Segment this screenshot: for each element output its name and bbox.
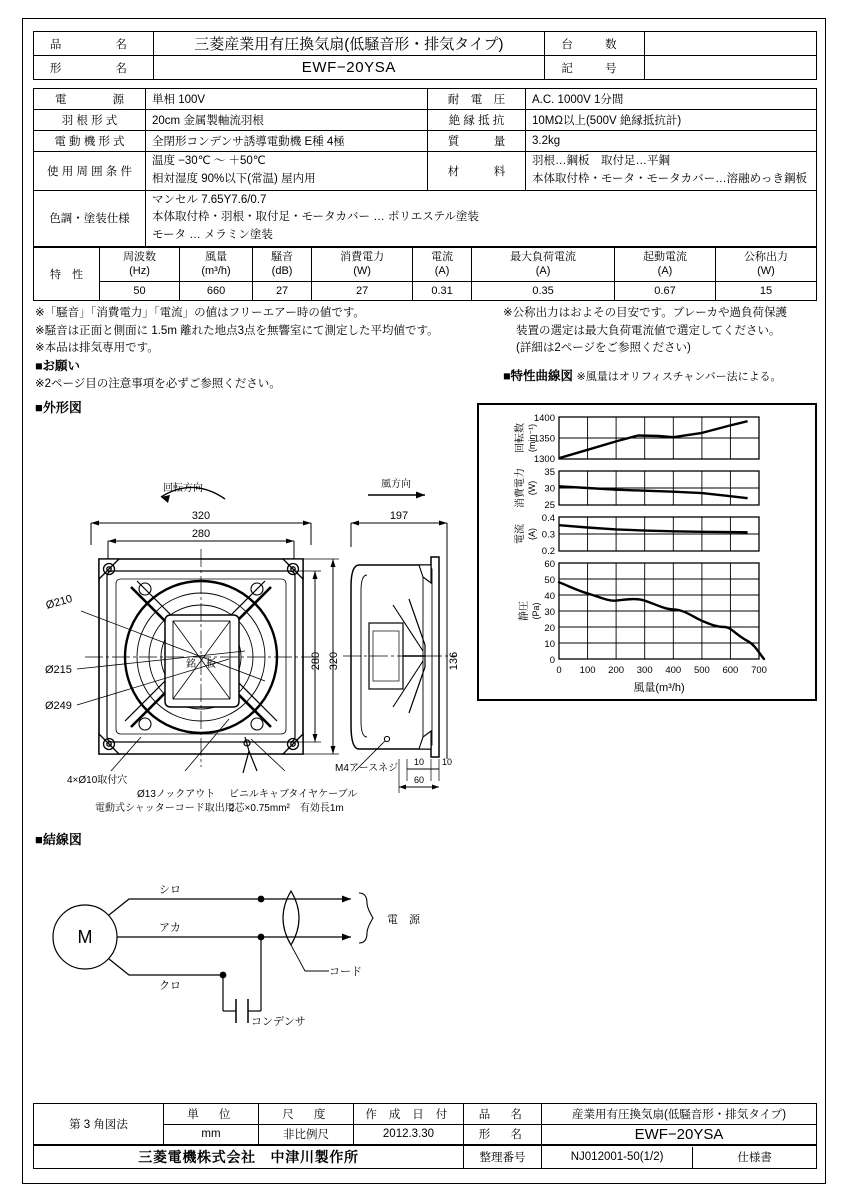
- curve-chart-svg: [479, 405, 815, 699]
- table-row: [34, 56, 817, 80]
- dim-280-right: 280: [310, 651, 322, 671]
- spec-label-blade-type: 羽 根 形 式: [34, 110, 146, 131]
- col-unit: (W): [353, 264, 371, 277]
- dim-dia-249: Ø249: [45, 700, 72, 713]
- symbol-value: [644, 56, 816, 80]
- ylabel-power: 消費電力: [515, 468, 526, 508]
- chart-xaxis-ticks: [556, 665, 767, 676]
- product-name-label: 品 名: [34, 32, 154, 56]
- table-row: [34, 152, 817, 191]
- air-arrow-head: [416, 492, 425, 499]
- dim-60: 60: [413, 775, 425, 786]
- cord-leader: [291, 945, 329, 971]
- table-row: [34, 190, 817, 246]
- svg-text:200: 200: [608, 665, 625, 676]
- col-header-power-consumption: [312, 248, 413, 282]
- scale-label: 尺 度: [259, 1103, 354, 1124]
- performance-row-label: 特 性: [34, 248, 100, 301]
- label-motor: M: [77, 927, 93, 948]
- chart-xlabel: 風量(m³/h): [633, 682, 685, 694]
- svg-text:20: 20: [544, 623, 555, 634]
- title-block: [33, 1103, 817, 1170]
- annotation-knockout-1: Ø13ノックアウト: [137, 789, 216, 801]
- junction-dot-red: [258, 934, 265, 941]
- dim-10-a: 10: [413, 757, 425, 768]
- note-nominal-output-1: ※公称出力はおよその目安です。ブレーカや過負荷保護: [503, 307, 788, 320]
- spec-value-material: [526, 152, 817, 191]
- yunit-power: (W): [527, 480, 537, 496]
- spec-value-power-source: 単相 100V: [146, 89, 428, 110]
- side-body-cover: [351, 565, 359, 749]
- svg-text:60: 60: [544, 559, 555, 570]
- cell-noise: 27: [253, 282, 312, 301]
- svg-text:0.2: 0.2: [541, 546, 555, 557]
- col-header-frequency: [100, 248, 180, 282]
- chart-panel-power: [513, 467, 759, 511]
- characteristic-curve-chart: [477, 403, 817, 701]
- performance-table: [33, 247, 817, 301]
- request-heading: ■お願い: [35, 359, 81, 374]
- wiring-diagram-svg: [33, 853, 477, 1033]
- outline-heading: ■外形図: [35, 400, 82, 416]
- projection-method: 第 3 角図法: [34, 1103, 164, 1145]
- note-noise-measurement: ※騒音は正面と側面に 1.5m 離れた地点3点を無響室にて測定した平均値です。: [35, 324, 439, 337]
- label-wire-black: クロ: [159, 980, 181, 993]
- label-cord: コード: [329, 966, 362, 979]
- unit-value: mm: [164, 1124, 259, 1145]
- title-block-table: [33, 1103, 817, 1170]
- spec-label-insulation-resistance: 絶 縁 抵 抗: [428, 110, 526, 131]
- svg-text:600: 600: [722, 665, 739, 676]
- ambient-temperature: 温度 −30℃ ～ ＋50℃: [152, 155, 266, 167]
- scale-value: 非比例尺: [259, 1124, 354, 1145]
- label-capacitor: コンデンサ: [251, 1016, 306, 1029]
- footer-model-value: EWF−20YSA: [542, 1124, 817, 1145]
- junction-dot-black: [220, 972, 227, 979]
- table-row: [34, 282, 817, 301]
- chart-panel-current: [513, 513, 759, 557]
- outline-drawing-svg: [33, 419, 477, 849]
- table-row: [34, 131, 817, 152]
- unit-label: 単 位: [164, 1103, 259, 1124]
- spec-label-power-source: 電 源: [34, 89, 146, 110]
- footer-name-label: 品 名: [464, 1103, 542, 1124]
- dim-320-right: 320: [328, 651, 340, 671]
- svg-text:500: 500: [693, 665, 710, 676]
- wire-white-path: [109, 899, 261, 915]
- svg-text:10: 10: [544, 639, 555, 650]
- document-number-cell: [542, 1145, 817, 1169]
- col-header-starting-current: [615, 248, 716, 282]
- dim-280-top: 280: [191, 528, 211, 541]
- svg-text:35: 35: [544, 467, 555, 478]
- notes-left: [35, 305, 465, 394]
- ylabel-static-pressure: 静圧: [519, 601, 530, 621]
- annotation-mounting-holes: 4×Ø10取付穴: [67, 775, 128, 787]
- col-name: 電流: [431, 250, 454, 263]
- col-unit: (W): [757, 264, 775, 277]
- label-rotation-direction: 回転方向: [163, 483, 203, 495]
- spec-label-motor-type: 電 動 機 形 式: [34, 131, 146, 152]
- col-header-nominal-output: [715, 248, 816, 282]
- table-row: [34, 1103, 817, 1124]
- annotation-cable-2: 2芯×0.75mm² 有効長1m: [229, 803, 344, 815]
- col-name: 周波数: [123, 250, 156, 263]
- svg-text:30: 30: [544, 607, 555, 618]
- col-unit: (m³/h): [201, 264, 231, 277]
- col-unit: (A): [657, 264, 673, 277]
- col-header-noise: [253, 248, 312, 282]
- document-type: 仕様書: [737, 1152, 772, 1164]
- yunit-current: (A): [527, 528, 537, 540]
- col-name: 風量: [205, 250, 228, 263]
- label-wire-red: アカ: [159, 922, 181, 935]
- cell-nominal-output: 15: [715, 282, 816, 301]
- product-name-value: 三菱産業用有圧換気扇(低騒音形・排気タイプ): [154, 32, 544, 56]
- date-label: 作 成 日 付: [354, 1103, 464, 1124]
- ylabel-rotation: 回転数: [515, 423, 526, 453]
- col-unit: (A): [535, 264, 551, 277]
- material-blade: 羽根…鋼板 取付足…平鋼: [532, 155, 670, 167]
- datasheet-page: [22, 18, 826, 1184]
- label-power-source: 電 源: [387, 914, 420, 927]
- spec-value-ambient-conditions: [146, 152, 428, 191]
- chart-panel-rotation: [513, 413, 759, 465]
- label-nameplate: 銘 板: [186, 659, 216, 671]
- specification-table: [33, 88, 817, 247]
- wiring-diagram-section: [33, 829, 817, 1029]
- cell-frequency: 50: [100, 282, 180, 301]
- yunit-static-pressure: (Pa): [531, 602, 541, 620]
- spec-value-motor-type: 全閉形コンデンサ誘導電動機 E種 4極: [146, 131, 428, 152]
- coating-polyester: 本体取付枠・羽根・取付足・モータカバー … ポリエステル塗装: [152, 211, 479, 224]
- svg-text:0.4: 0.4: [541, 513, 555, 524]
- company-name: 三菱電機株式会社 中津川製作所: [34, 1145, 464, 1169]
- col-header-current: [413, 248, 472, 282]
- chart-panel-static-pressure: [517, 559, 764, 666]
- date-value: 2012.3.30: [354, 1124, 464, 1145]
- col-header-max-load-current: [472, 248, 615, 282]
- note-nominal-output-2: 装置の選定は最大負荷電流値で選定してください。: [516, 324, 781, 337]
- spec-label-material: 材 料: [428, 152, 526, 191]
- leader-cable: [251, 739, 285, 771]
- curve-chart-heading: [503, 367, 823, 386]
- spec-label-color-coating: 色調・塗装仕様: [34, 190, 146, 246]
- footer-model-label: 形 名: [464, 1124, 542, 1145]
- annotation-knockout-2: 電動式シャッターコード取出用: [95, 803, 235, 815]
- dim-320-top: 320: [191, 510, 211, 523]
- label-air-direction: 風方向: [381, 479, 411, 491]
- curve-heading-text: ■特性曲線図: [503, 369, 574, 384]
- dim-dia-210: Ø210: [44, 592, 74, 612]
- yunit-rotation: (min⁻¹): [527, 423, 537, 453]
- cell-power-consumption: 27: [312, 282, 413, 301]
- svg-text:1400: 1400: [533, 413, 555, 424]
- svg-text:0: 0: [556, 665, 562, 676]
- table-row: [34, 1145, 817, 1169]
- document-number-value: NJ012001-50(1/2): [542, 1147, 693, 1168]
- svg-text:400: 400: [665, 665, 682, 676]
- note-free-air: ※「騒音」「消費電力」「電流」の値はフリーエアー時の値です。: [35, 307, 365, 320]
- model-name-value: EWF−20YSA: [154, 56, 544, 80]
- col-header-airflow: [180, 248, 253, 282]
- svg-text:100: 100: [579, 665, 596, 676]
- spec-value-insulation-resistance: 10MΩ以上(500V 絶縁抵抗計): [526, 110, 817, 131]
- coating-munsell: マンセル 7.65Y7.6/0.7: [152, 193, 267, 206]
- svg-text:300: 300: [636, 665, 653, 676]
- col-name: 消費電力: [340, 250, 385, 263]
- wire-black-path: [109, 959, 223, 975]
- table-row: [34, 32, 817, 56]
- model-name-label: 形 名: [34, 56, 154, 80]
- spec-value-withstand-voltage: A.C. 1000V 1分間: [526, 89, 817, 110]
- symbol-label: 記 号: [544, 56, 644, 80]
- col-unit: (A): [434, 264, 450, 277]
- col-name: 騒音: [271, 250, 294, 263]
- col-name: 最大負荷電流: [510, 250, 577, 263]
- quantity-label: 台 数: [544, 32, 644, 56]
- col-name: 公称出力: [743, 250, 788, 263]
- material-frame: 本体取付枠・モータ・モータカバー…溶融めっき鋼板: [532, 172, 807, 185]
- annotation-cable-1: ビニルキャブタイヤケーブル: [229, 789, 358, 801]
- col-unit: (Hz): [129, 264, 150, 277]
- dim-dia-215: Ø215: [45, 664, 72, 677]
- spec-label-weight: 質 量: [428, 131, 526, 152]
- note-see-page2: ※2ページ目の注意事項を必ずご参照ください。: [35, 378, 281, 391]
- dim-10-b: 10: [441, 757, 453, 768]
- page-content: [33, 31, 817, 1029]
- svg-text:0.3: 0.3: [541, 529, 555, 541]
- table-row: [34, 89, 817, 110]
- annotation-earth-screw: M4アースネジ: [335, 763, 399, 775]
- cell-starting-current: 0.67: [615, 282, 716, 301]
- table-header-row: [34, 248, 817, 282]
- spec-value-color-coating: [146, 190, 817, 246]
- svg-text:700: 700: [751, 665, 767, 676]
- dim-197: 197: [389, 510, 409, 523]
- static-pressure-curve: [559, 582, 764, 659]
- spec-label-withstand-voltage: 耐 電 圧: [428, 89, 526, 110]
- document-number-label: 整理番号: [464, 1145, 542, 1169]
- cell-airflow: 660: [180, 282, 253, 301]
- dim-136: 136: [448, 651, 460, 671]
- spec-value-blade-type: 20cm 金属製軸流羽根: [146, 110, 428, 131]
- svg-text:50: 50: [544, 575, 555, 586]
- notes-right: [503, 305, 823, 386]
- notes-section: [33, 301, 817, 397]
- note-exhaust-only: ※本品は排気専用です。: [35, 342, 159, 354]
- power-brace: [359, 893, 373, 943]
- coating-melamine: モータ … メラミン塗装: [152, 229, 273, 242]
- cell-max-load-current: 0.35: [472, 282, 615, 301]
- svg-text:0: 0: [549, 655, 555, 666]
- svg-text:40: 40: [544, 591, 555, 602]
- label-wire-white: シロ: [159, 884, 181, 897]
- spec-value-weight: 3.2kg: [526, 131, 817, 152]
- footer-name-value: 産業用有圧換気扇(低騒音形・排気タイプ): [542, 1103, 817, 1124]
- quantity-value: [644, 32, 816, 56]
- note-nominal-output-3: (詳細は2ページをご参照ください): [516, 342, 691, 354]
- table-row: [34, 110, 817, 131]
- svg-text:1350: 1350: [533, 433, 555, 445]
- cell-current: 0.31: [413, 282, 472, 301]
- ambient-humidity: 相対湿度 90%以下(常温) 屋内用: [152, 172, 316, 185]
- svg-text:25: 25: [544, 500, 555, 511]
- product-name-table: [33, 31, 817, 80]
- junction-dot-white: [258, 896, 265, 903]
- ylabel-current: 電流: [515, 524, 526, 544]
- col-name: 起動電流: [643, 250, 687, 263]
- curve-heading-note: ※風量はオリフィスチャンバー法による。: [576, 371, 782, 384]
- svg-text:30: 30: [544, 483, 555, 495]
- wiring-heading: ■結線図: [35, 832, 82, 848]
- col-unit: (dB): [271, 264, 293, 277]
- leader-knockout: [185, 719, 229, 771]
- svg-text:1300: 1300: [533, 454, 555, 465]
- spec-label-ambient-conditions: 使 用 周 囲 条 件: [34, 152, 146, 191]
